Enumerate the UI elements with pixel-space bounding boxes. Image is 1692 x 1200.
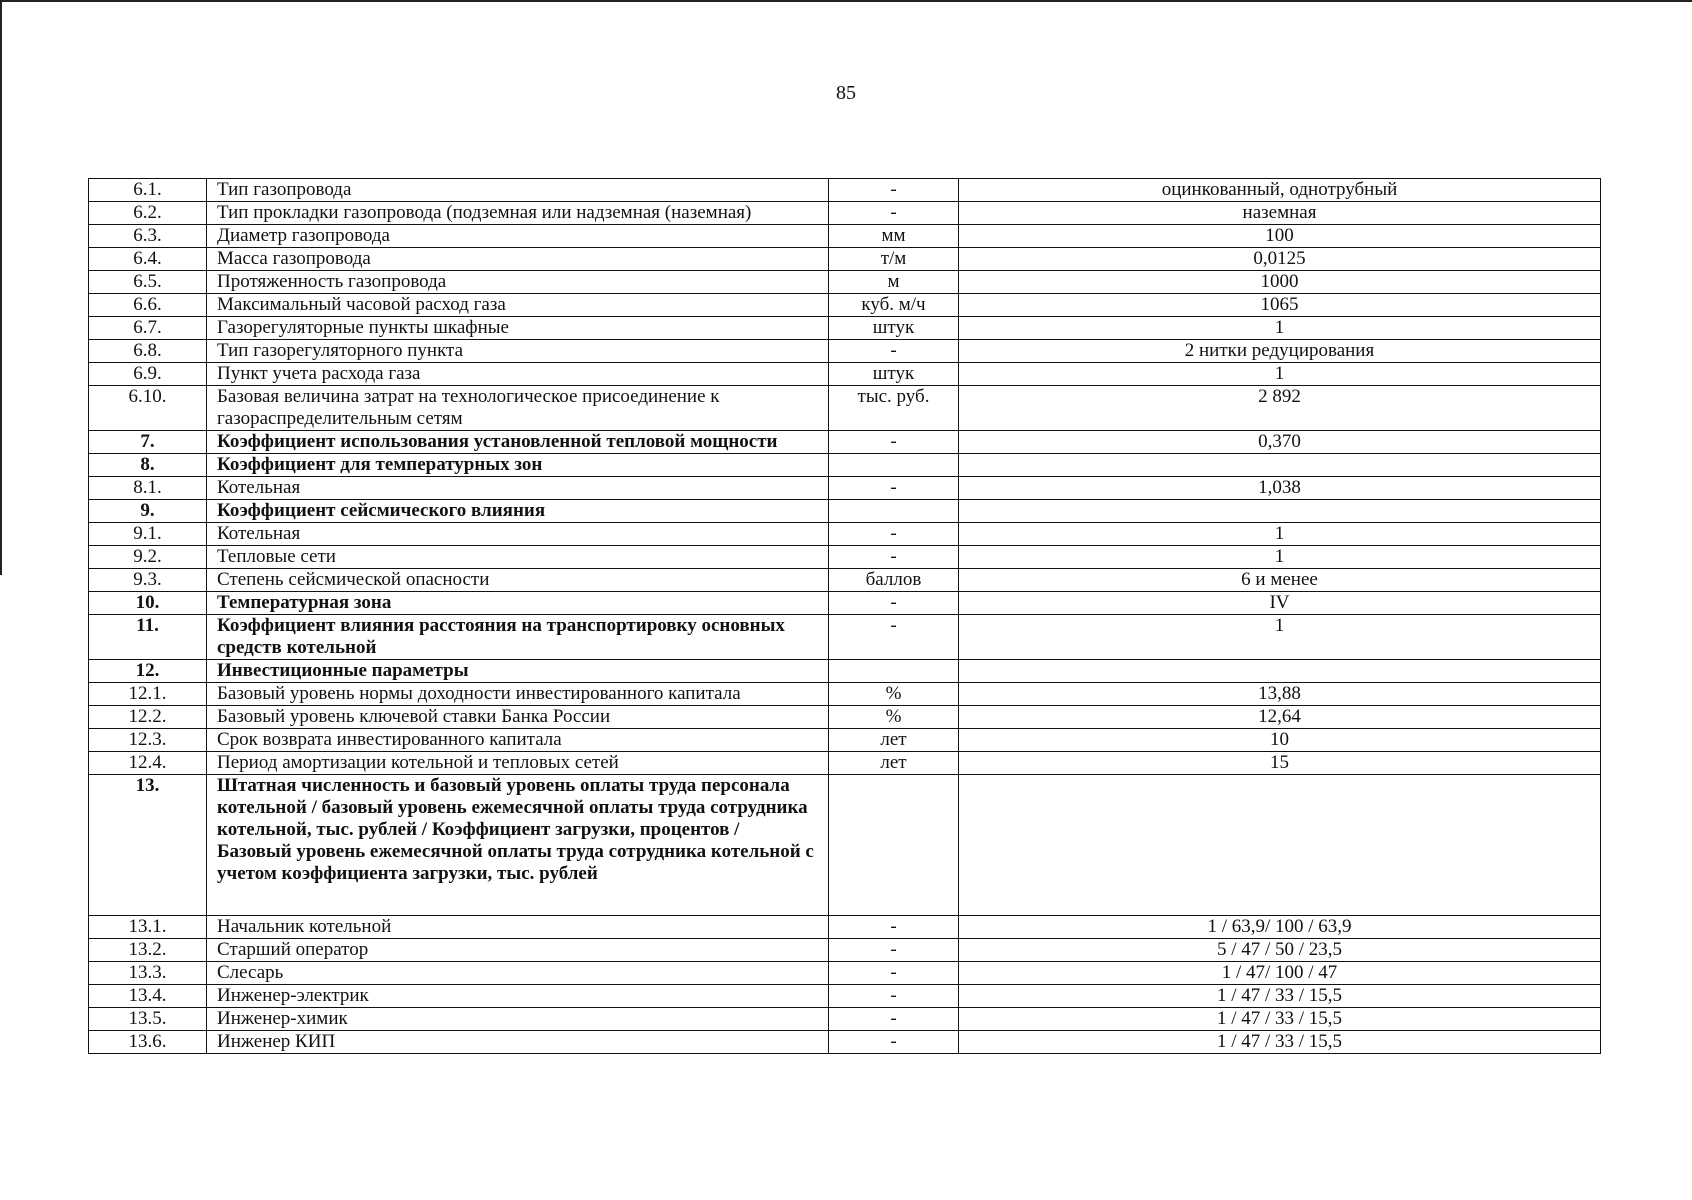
row-number-cell: 10.: [89, 592, 207, 615]
table-row: [89, 523, 1601, 546]
row-number-cell: 12.: [89, 660, 207, 683]
parameter-name-cell: Степень сейсмической опасности: [207, 569, 829, 592]
unit-cell: -: [829, 1008, 959, 1031]
table-row: [89, 660, 1601, 683]
unit-cell: [829, 775, 959, 916]
unit-cell: -: [829, 477, 959, 500]
unit-cell: -: [829, 1031, 959, 1054]
row-number-cell: 11.: [89, 615, 207, 660]
parameter-name-cell: Максимальный часовой расход газа: [207, 294, 829, 317]
unit-cell: %: [829, 706, 959, 729]
scan-edge-top: [0, 0, 1692, 2]
unit-cell: -: [829, 985, 959, 1008]
parameter-name-cell: Базовая величина затрат на технологическое присоединение к газораспределительным сетям: [207, 386, 829, 431]
table-row: [89, 477, 1601, 500]
unit-cell: -: [829, 615, 959, 660]
unit-cell: мм: [829, 225, 959, 248]
value-cell: 1: [959, 523, 1601, 546]
row-number-cell: 12.2.: [89, 706, 207, 729]
row-number-cell: 9.2.: [89, 546, 207, 569]
table-row: [89, 962, 1601, 985]
value-cell: 100: [959, 225, 1601, 248]
parameter-name-cell: Тип прокладки газопровода (подземная или надземная (наземная): [207, 202, 829, 225]
unit-cell: -: [829, 202, 959, 225]
table-row: [89, 569, 1601, 592]
unit-cell: штук: [829, 363, 959, 386]
unit-cell: т/м: [829, 248, 959, 271]
parameter-name-cell: Инженер КИП: [207, 1031, 829, 1054]
parameter-name-cell: Температурная зона: [207, 592, 829, 615]
row-number-cell: 13.4.: [89, 985, 207, 1008]
table-row: [89, 248, 1601, 271]
unit-cell: тыс. руб.: [829, 386, 959, 431]
table-row: [89, 386, 1601, 431]
value-cell: 1: [959, 317, 1601, 340]
parameter-name-cell: Период амортизации котельной и тепловых сетей: [207, 752, 829, 775]
row-number-cell: 12.3.: [89, 729, 207, 752]
parameter-name-cell: Базовый уровень нормы доходности инвестированного капитала: [207, 683, 829, 706]
table-row: [89, 592, 1601, 615]
table-row: [89, 431, 1601, 454]
parameter-name-cell: Протяженность газопровода: [207, 271, 829, 294]
value-cell: 1: [959, 615, 1601, 660]
row-number-cell: 7.: [89, 431, 207, 454]
value-cell: 1 / 47 / 33 / 15,5: [959, 985, 1601, 1008]
parameter-name-cell: Инженер-электрик: [207, 985, 829, 1008]
value-cell: [959, 660, 1601, 683]
parameter-name-cell: Старший оператор: [207, 939, 829, 962]
table-row: [89, 179, 1601, 202]
value-cell: 1: [959, 363, 1601, 386]
parameters-table-body: [89, 179, 1601, 1054]
value-cell: 15: [959, 752, 1601, 775]
value-cell: 6 и менее: [959, 569, 1601, 592]
row-number-cell: 13.6.: [89, 1031, 207, 1054]
unit-cell: -: [829, 546, 959, 569]
value-cell: 10: [959, 729, 1601, 752]
table-row: [89, 317, 1601, 340]
unit-cell: -: [829, 523, 959, 546]
row-number-cell: 6.7.: [89, 317, 207, 340]
page-number: 85: [836, 82, 856, 104]
row-number-cell: 13.: [89, 775, 207, 916]
value-cell: 12,64: [959, 706, 1601, 729]
value-cell: IV: [959, 592, 1601, 615]
parameter-name-cell: Слесарь: [207, 962, 829, 985]
table-row: [89, 202, 1601, 225]
parameter-name-cell: Тип газопровода: [207, 179, 829, 202]
table-row: [89, 683, 1601, 706]
parameter-name-cell: Срок возврата инвестированного капитала: [207, 729, 829, 752]
unit-cell: баллов: [829, 569, 959, 592]
value-cell: 1 / 47 / 33 / 15,5: [959, 1008, 1601, 1031]
parameter-name-cell: Котельная: [207, 523, 829, 546]
parameter-name-cell: Тип газорегуляторного пункта: [207, 340, 829, 363]
table-row: [89, 615, 1601, 660]
unit-cell: -: [829, 340, 959, 363]
parameter-name-cell: Котельная: [207, 477, 829, 500]
value-cell: 0,370: [959, 431, 1601, 454]
value-cell: 1 / 47/ 100 / 47: [959, 962, 1601, 985]
table-row: [89, 1008, 1601, 1031]
parameter-name-cell: Начальник котельной: [207, 916, 829, 939]
table-row: [89, 271, 1601, 294]
parameter-name-cell: Коэффициент влияния расстояния на транспортировку основных средств котельной: [207, 615, 829, 660]
table-row: [89, 500, 1601, 523]
parameter-name-cell: Коэффициент для температурных зон: [207, 454, 829, 477]
table-row: [89, 775, 1601, 916]
table-row: [89, 939, 1601, 962]
unit-cell: -: [829, 592, 959, 615]
value-cell: 0,0125: [959, 248, 1601, 271]
table-row: [89, 340, 1601, 363]
unit-cell: -: [829, 939, 959, 962]
unit-cell: лет: [829, 752, 959, 775]
unit-cell: лет: [829, 729, 959, 752]
value-cell: 1065: [959, 294, 1601, 317]
value-cell: 1 / 47 / 33 / 15,5: [959, 1031, 1601, 1054]
unit-cell: куб. м/ч: [829, 294, 959, 317]
value-cell: 1: [959, 546, 1601, 569]
value-cell: [959, 500, 1601, 523]
table-row: [89, 363, 1601, 386]
parameter-name-cell: Масса газопровода: [207, 248, 829, 271]
parameter-name-cell: Пункт учета расхода газа: [207, 363, 829, 386]
value-cell: 1 / 63,9/ 100 / 63,9: [959, 916, 1601, 939]
unit-cell: -: [829, 962, 959, 985]
table-row: [89, 1031, 1601, 1054]
table-row: [89, 985, 1601, 1008]
row-number-cell: 12.1.: [89, 683, 207, 706]
value-cell: 2 892: [959, 386, 1601, 431]
parameter-name-cell: Диаметр газопровода: [207, 225, 829, 248]
parameter-name-cell: Газорегуляторные пункты шкафные: [207, 317, 829, 340]
unit-cell: %: [829, 683, 959, 706]
row-number-cell: 6.4.: [89, 248, 207, 271]
row-number-cell: 6.9.: [89, 363, 207, 386]
unit-cell: [829, 454, 959, 477]
value-cell: наземная: [959, 202, 1601, 225]
unit-cell: -: [829, 179, 959, 202]
unit-cell: штук: [829, 317, 959, 340]
value-cell: [959, 775, 1601, 916]
row-number-cell: 13.5.: [89, 1008, 207, 1031]
unit-cell: [829, 660, 959, 683]
parameter-name-cell: Тепловые сети: [207, 546, 829, 569]
parameter-name-cell: Коэффициент сейсмического влияния: [207, 500, 829, 523]
row-number-cell: 13.3.: [89, 962, 207, 985]
row-number-cell: 6.10.: [89, 386, 207, 431]
table-row: [89, 752, 1601, 775]
row-number-cell: 13.2.: [89, 939, 207, 962]
table-row: [89, 225, 1601, 248]
row-number-cell: 13.1.: [89, 916, 207, 939]
unit-cell: -: [829, 916, 959, 939]
row-number-cell: 8.1.: [89, 477, 207, 500]
row-number-cell: 6.2.: [89, 202, 207, 225]
parameter-name-cell: Коэффициент использования установленной тепловой мощности: [207, 431, 829, 454]
table-row: [89, 729, 1601, 752]
row-number-cell: 9.3.: [89, 569, 207, 592]
value-cell: 5 / 47 / 50 / 23,5: [959, 939, 1601, 962]
parameter-name-cell: Инженер-химик: [207, 1008, 829, 1031]
row-number-cell: 9.1.: [89, 523, 207, 546]
row-number-cell: 6.3.: [89, 225, 207, 248]
table-row: [89, 294, 1601, 317]
value-cell: 2 нитки редуцирования: [959, 340, 1601, 363]
table-row: [89, 546, 1601, 569]
unit-cell: м: [829, 271, 959, 294]
parameters-table: [88, 178, 1601, 1054]
value-cell: 13,88: [959, 683, 1601, 706]
value-cell: 1000: [959, 271, 1601, 294]
row-number-cell: 6.8.: [89, 340, 207, 363]
parameter-name-cell: Штатная численность и базовый уровень оплаты труда персонала котельной / базовый уровень ежемесячной оплаты труда сотрудника котельной, тыс. рублей / Коэффициент загрузки, процентов / Базовый уровень ежемесячной оплаты труда сотрудника котельной с учетом коэффициента загрузки, тыс. рублей: [207, 775, 829, 916]
table-row: [89, 916, 1601, 939]
parameter-name-cell: Инвестиционные параметры: [207, 660, 829, 683]
row-number-cell: 6.6.: [89, 294, 207, 317]
parameter-name-cell: Базовый уровень ключевой ставки Банка России: [207, 706, 829, 729]
row-number-cell: 6.5.: [89, 271, 207, 294]
row-number-cell: 9.: [89, 500, 207, 523]
table-row: [89, 706, 1601, 729]
row-number-cell: 8.: [89, 454, 207, 477]
row-number-cell: 6.1.: [89, 179, 207, 202]
unit-cell: [829, 500, 959, 523]
value-cell: 1,038: [959, 477, 1601, 500]
value-cell: [959, 454, 1601, 477]
row-number-cell: 12.4.: [89, 752, 207, 775]
unit-cell: -: [829, 431, 959, 454]
value-cell: оцинкованный, однотрубный: [959, 179, 1601, 202]
table-row: [89, 454, 1601, 477]
